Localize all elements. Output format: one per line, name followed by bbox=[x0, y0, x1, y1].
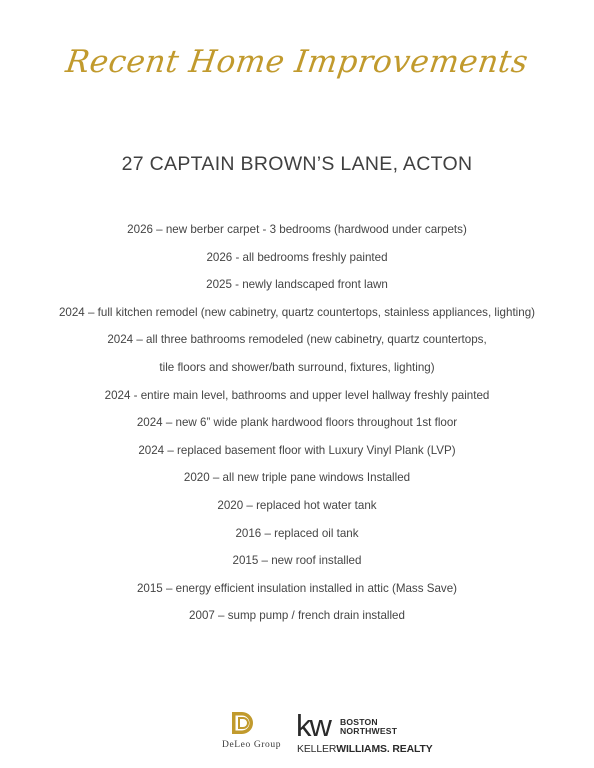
kw-region-line1: BOSTON bbox=[340, 717, 378, 727]
list-item: 2007 – sump pump / french drain installed bbox=[189, 609, 405, 623]
svg-text:kw: kw bbox=[296, 710, 330, 740]
kw-brand-williams: WILLIAMS. REALTY bbox=[336, 744, 433, 755]
kw-brand-name bbox=[297, 744, 433, 755]
list-item: 2025 - newly landscaped front lawn bbox=[206, 278, 388, 292]
deleo-d-monogram-icon bbox=[229, 708, 259, 738]
list-item: 2024 - entire main level, bathrooms and upper level hallway freshly painted bbox=[104, 388, 490, 402]
property-address: 27 CAPTAIN BROWN’S LANE, ACTON bbox=[121, 153, 473, 175]
list-item: tile floors and shower/bath surround, fixtures, lighting) bbox=[159, 360, 435, 374]
list-item: 2015 – energy efficient insulation installed in attic (Mass Save) bbox=[136, 581, 458, 595]
script-title: Recent Home Improvements bbox=[63, 44, 531, 80]
list-item: 2020 – all new triple pane windows Installed bbox=[183, 471, 411, 485]
list-item: 2024 – new 6” wide plank hardwood floors throughout 1st floor bbox=[136, 416, 458, 430]
list-item: 2016 – replaced oil tank bbox=[235, 526, 359, 540]
keller-williams-logo bbox=[296, 710, 436, 756]
kw-logo-icon bbox=[296, 710, 336, 740]
improvements-list bbox=[0, 221, 594, 635]
kw-brand-keller: KELLER bbox=[297, 744, 337, 755]
footer-logos bbox=[0, 706, 594, 756]
list-item: 2015 – new roof installed bbox=[232, 554, 362, 568]
kw-region-line2: NORTHWEST bbox=[340, 726, 398, 736]
list-item: 2020 – replaced hot water tank bbox=[217, 498, 377, 512]
list-item: 2024 – full kitchen remodel (new cabinetry, quartz countertops, stainless appliances, lighting) bbox=[58, 305, 536, 319]
deleo-group-logo bbox=[222, 706, 282, 756]
list-item: 2026 - all bedrooms freshly painted bbox=[206, 250, 388, 264]
deleo-group-name: DeLeo Group bbox=[222, 740, 282, 750]
list-item: 2024 – all three bathrooms remodeled (new cabinetry, quartz countertops, bbox=[107, 333, 487, 347]
kw-region-name bbox=[340, 718, 397, 736]
list-item: 2026 – new berber carpet - 3 bedrooms (hardwood under carpets) bbox=[127, 223, 467, 236]
list-item: 2024 – replaced basement floor with Luxury Vinyl Plank (LVP) bbox=[138, 443, 456, 457]
